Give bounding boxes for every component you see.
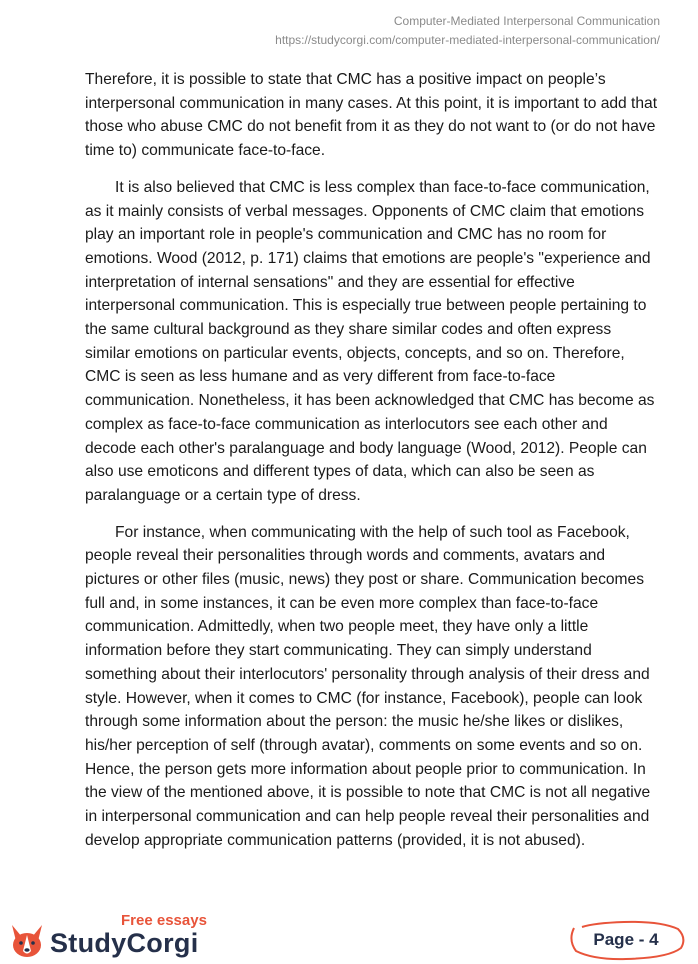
document-body <box>85 68 658 866</box>
corgi-icon <box>8 923 46 959</box>
paragraph-2: It is also believed that CMC is less complex than face-to-face communication, as it mainly consists of verbal messages. Opponents of CMC claim that emotions play an important role in people's communication and CMC has no room for emotions. Wood (2012, p. 171) claims that emotions are people's "experience and interpretation of internal sensations" and they are essential for effective interpersonal communication. This is especially true between people pertaining to the same cultural background as they share similar codes and often express similar emotions on particular events, objects, concepts, and so on. Therefore, CMC is seen as less humane and as very different from face-to-face communication. Nonetheless, it has been acknowledged that CMC has become as complex as face-to-face communication as interlocutors see each other and decode each other's paralanguage and body language (Wood, 2012). People can also use emoticons and different types of data, which can also be seen as paralanguage or a certain type of dress. <box>85 178 655 504</box>
paragraph-1: Therefore, it is possible to state that CMC has a positive impact on people’s interpersonal communication in many cases. At this point, it is important to add that those who abuse CMC do not benefit from it as they do not want to (or do not have time to) communicate face-to-face. <box>85 71 658 160</box>
footer <box>0 904 698 964</box>
logo-tagline: Free essays <box>121 912 207 929</box>
document-url: https://studycorgi.com/computer-mediated-interpersonal-communication/ <box>275 33 660 47</box>
page-number: Page - 4 <box>593 930 659 949</box>
logo-wordmark: StudyCorgi <box>50 928 199 958</box>
paragraph-3: For instance, when communicating with the help of such tool as Facebook, people reveal their personalities through words and comments, avatars and pictures or other files (music, news) they post or share. Communication becomes full and, in some instances, it can be even more complex than face-to-face communication. Admittedly, when two people meet, they have only a little information before they start communicating. They can simply understand something about their interlocutors' personality through analysis of their dress and style. However, when it comes to CMC (for instance, Facebook), people can look through some information about the person: the music he/she likes or dislikes, his/her perception of self (through avatar), comments on some events and so on. Hence, the person gets more information about people prior to communication. In the view of the mentioned above, it is possible to note that CMC is not all negative in interpersonal communication and can help people reveal their personalities and develop appropriate communication patterns (provided, it is not abused). <box>85 523 651 849</box>
document-header <box>275 12 660 50</box>
studycorgi-logo[interactable] <box>8 904 248 960</box>
page-number-badge <box>564 918 688 962</box>
document-title: Computer-Mediated Interpersonal Communication <box>393 14 660 28</box>
